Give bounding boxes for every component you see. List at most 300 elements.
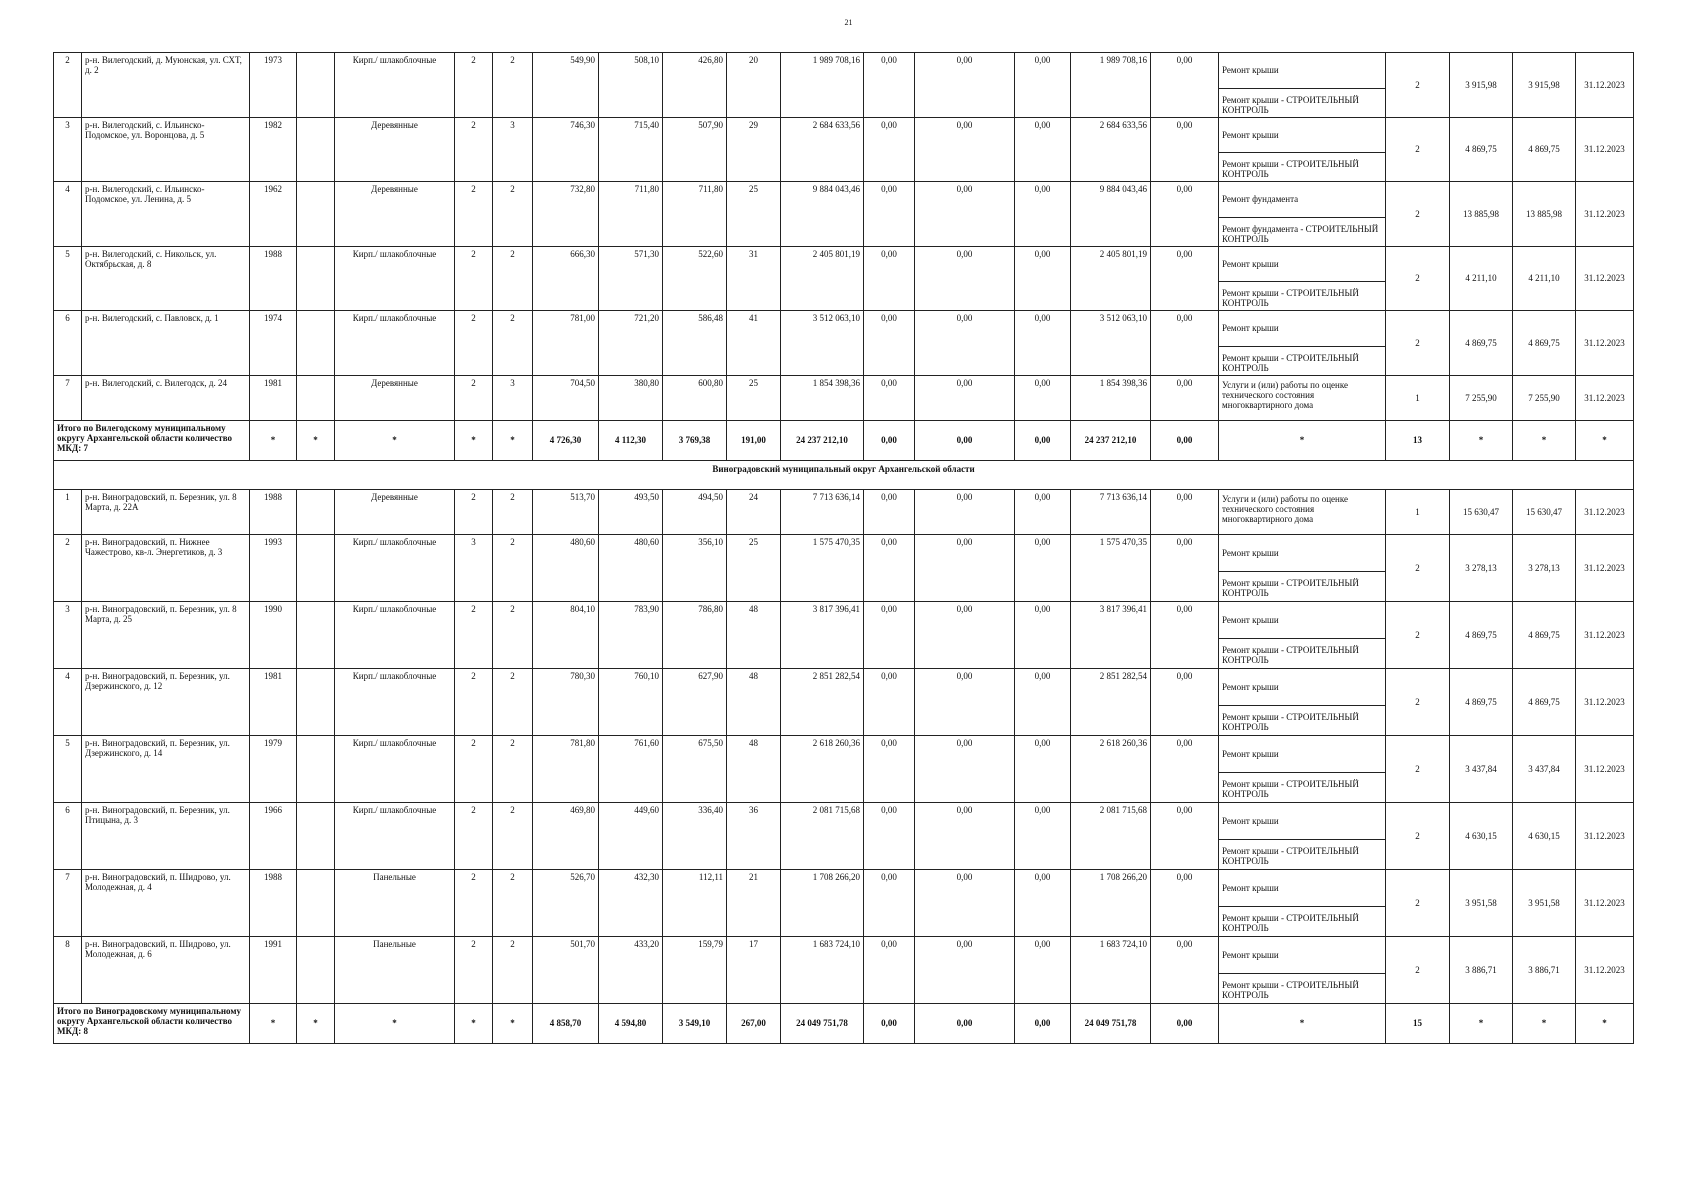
address-cell: р-н. Виноградовский, п. Березник, ул. Дзержинского, д. 14 — [82, 735, 250, 802]
total-area-cell: 549,90 — [533, 53, 599, 118]
work-type-item: Ремонт крыши - СТРОИТЕЛЬНЫЙ КОНТРОЛЬ — [1222, 578, 1359, 598]
work-count-cell: 2 — [1386, 601, 1450, 668]
table-row — [54, 489, 1634, 534]
address-cell: р-н. Вилегодский, д. Муюнская, ул. СХТ, д. 2 — [82, 53, 250, 118]
local-budget-cell: 0,00 — [1015, 53, 1071, 118]
owners-funds-cell: 1 575 470,35 — [1071, 534, 1151, 601]
owners-funds-cell: 2 684 633,56 — [1071, 117, 1151, 182]
floors-cell: 2 — [455, 802, 493, 869]
residents-cell: 17 — [727, 936, 781, 1003]
completion-date-cell: 31.12.2023 — [1576, 489, 1634, 534]
total-area-cell: 732,80 — [533, 182, 599, 247]
local-budget-cell: 0,00 — [1015, 311, 1071, 376]
regional-budget-cell: 0,00 — [915, 869, 1015, 936]
total-regional-budget-cell: 0,00 — [915, 420, 1015, 460]
entrances-cell: 2 — [493, 601, 533, 668]
local-budget-cell: 0,00 — [1015, 534, 1071, 601]
table-row — [54, 311, 1634, 376]
fund-cell: 0,00 — [864, 489, 915, 534]
completion-date-cell: 31.12.2023 — [1576, 375, 1634, 420]
address-cell: р-н. Виноградовский, п. Березник, ул. 8 Марта, д. 25 — [82, 601, 250, 668]
wall-material-cell: Кирп./ шлакоблочные — [335, 668, 455, 735]
year-commissioning-cell — [297, 735, 335, 802]
work-types-cell — [1219, 735, 1386, 802]
row-number: 5 — [54, 735, 82, 802]
total-regional-budget-cell: 0,00 — [915, 1003, 1015, 1043]
total-total-cost-cell: 24 237 212,10 — [781, 420, 864, 460]
fund-cell: 0,00 — [864, 375, 915, 420]
work-types-cell — [1219, 311, 1386, 376]
floors-cell: 2 — [455, 936, 493, 1003]
wall-material-cell: Кирп./ шлакоблочные — [335, 534, 455, 601]
fund-cell: 0,00 — [864, 802, 915, 869]
work-count-cell: 2 — [1386, 53, 1450, 118]
residents-cell: 31 — [727, 246, 781, 311]
table-row — [54, 182, 1634, 247]
total-local-budget-cell: 0,00 — [1015, 1003, 1071, 1043]
year-built-cell: 1988 — [250, 489, 297, 534]
wall-material-cell: Кирп./ шлакоблочные — [335, 246, 455, 311]
max-cost-cell: 4 869,75 — [1513, 668, 1576, 735]
total-wall-material-cell: * — [335, 1003, 455, 1043]
year-commissioning-cell — [297, 936, 335, 1003]
other-funds-cell: 0,00 — [1151, 869, 1219, 936]
total-work-count-cell: 13 — [1386, 420, 1450, 460]
total-area-cell: 780,30 — [533, 668, 599, 735]
address-cell: р-н. Виноградовский, п. Шидрово, ул. Молодежная, д. 4 — [82, 869, 250, 936]
work-type-item: Ремонт фундамента - СТРОИТЕЛЬНЫЙ КОНТРОЛЬ — [1222, 223, 1379, 244]
address-cell: р-н. Виноградовский, п. Шидрово, ул. Молодежная, д. 6 — [82, 936, 250, 1003]
work-type-item: Ремонт крыши — [1219, 937, 1385, 975]
table-row — [54, 936, 1634, 1003]
total-max-cost-cell: * — [1513, 420, 1576, 460]
total-cost-cell: 1 854 398,36 — [781, 375, 864, 420]
other-funds-cell: 0,00 — [1151, 375, 1219, 420]
work-count-cell: 2 — [1386, 735, 1450, 802]
owners-funds-cell: 7 713 636,14 — [1071, 489, 1151, 534]
total-total-area-cell: 4 858,70 — [533, 1003, 599, 1043]
entrances-cell: 2 — [493, 53, 533, 118]
completion-date-cell: 31.12.2023 — [1576, 53, 1634, 118]
total-owners-funds-cell: 24 049 751,78 — [1071, 1003, 1151, 1043]
work-types-cell — [1219, 53, 1386, 118]
table-body — [54, 53, 1634, 1044]
owners-funds-cell: 2 081 715,68 — [1071, 802, 1151, 869]
regional-budget-cell: 0,00 — [915, 802, 1015, 869]
total-area-cell: 666,30 — [533, 246, 599, 311]
total-area-cell: 501,70 — [533, 936, 599, 1003]
other-funds-cell: 0,00 — [1151, 735, 1219, 802]
work-count-cell: 2 — [1386, 246, 1450, 311]
total-total-cost-cell: 24 049 751,78 — [781, 1003, 864, 1043]
floors-cell: 2 — [455, 375, 493, 420]
table-row — [54, 246, 1634, 311]
floors-cell: 2 — [455, 53, 493, 118]
private-area-cell: 494,50 — [663, 489, 727, 534]
work-types-cell — [1219, 601, 1386, 668]
unit-cost-cell: 3 915,98 — [1450, 53, 1513, 118]
work-types-cell — [1219, 182, 1386, 247]
completion-date-cell: 31.12.2023 — [1576, 936, 1634, 1003]
total-label: Итого по Вилегодскому муниципальному округу Архангельской области количество МКД: 7 — [54, 420, 250, 460]
total-cost-cell: 3 817 396,41 — [781, 601, 864, 668]
fund-cell: 0,00 — [864, 246, 915, 311]
regional-budget-cell: 0,00 — [915, 375, 1015, 420]
year-commissioning-cell — [297, 489, 335, 534]
section-header-row — [54, 460, 1634, 489]
year-commissioning-cell — [297, 375, 335, 420]
year-built-cell: 1981 — [250, 375, 297, 420]
fund-cell: 0,00 — [864, 53, 915, 118]
residential-area-cell: 761,60 — [599, 735, 663, 802]
entrances-cell: 2 — [493, 802, 533, 869]
fund-cell: 0,00 — [864, 668, 915, 735]
total-area-cell: 746,30 — [533, 117, 599, 182]
work-count-cell: 1 — [1386, 375, 1450, 420]
work-type-item: Услуги и (или) работы по оценке технического состояния многоквартирного дома — [1222, 379, 1348, 410]
row-number: 7 — [54, 375, 82, 420]
floors-cell: 2 — [455, 735, 493, 802]
work-type-item: Услуги и (или) работы по оценке технического состояния многоквартирного дома — [1222, 493, 1348, 524]
work-types-cell — [1219, 534, 1386, 601]
work-types-cell — [1219, 489, 1386, 534]
fund-cell: 0,00 — [864, 311, 915, 376]
other-funds-cell: 0,00 — [1151, 601, 1219, 668]
other-funds-cell: 0,00 — [1151, 489, 1219, 534]
work-type-item: Ремонт крыши - СТРОИТЕЛЬНЫЙ КОНТРОЛЬ — [1222, 94, 1359, 115]
other-funds-cell: 0,00 — [1151, 802, 1219, 869]
total-cost-cell: 2 405 801,19 — [781, 246, 864, 311]
year-commissioning-cell — [297, 117, 335, 182]
floors-cell: 2 — [455, 668, 493, 735]
year-commissioning-cell — [297, 311, 335, 376]
work-type-item: Ремонт крыши — [1219, 311, 1385, 347]
work-type-item: Ремонт крыши — [1219, 669, 1385, 707]
entrances-cell: 2 — [493, 869, 533, 936]
address-cell: р-н. Вилегодский, с. Вилегодск, д. 24 — [82, 375, 250, 420]
year-commissioning-cell — [297, 534, 335, 601]
completion-date-cell: 31.12.2023 — [1576, 311, 1634, 376]
private-area-cell: 507,90 — [663, 117, 727, 182]
work-type-item: Ремонт крыши - СТРОИТЕЛЬНЫЙ КОНТРОЛЬ — [1222, 645, 1359, 665]
table-row — [54, 735, 1634, 802]
unit-cost-cell: 13 885,98 — [1450, 182, 1513, 247]
work-types-cell — [1219, 375, 1386, 420]
total-local-budget-cell: 0,00 — [1015, 420, 1071, 460]
year-built-cell: 1988 — [250, 246, 297, 311]
max-cost-cell: 3 915,98 — [1513, 53, 1576, 118]
floors-cell: 2 — [455, 311, 493, 376]
work-type-item: Ремонт крыши — [1219, 803, 1385, 841]
local-budget-cell: 0,00 — [1015, 869, 1071, 936]
max-cost-cell: 15 630,47 — [1513, 489, 1576, 534]
wall-material-cell: Панельные — [335, 936, 455, 1003]
floors-cell: 2 — [455, 246, 493, 311]
total-year-built-cell: * — [250, 420, 297, 460]
total-area-cell: 704,50 — [533, 375, 599, 420]
address-cell: р-н. Вилегодский, с. Ильинско-Подомское, ул. Воронцова, д. 5 — [82, 117, 250, 182]
unit-cost-cell: 3 437,84 — [1450, 735, 1513, 802]
regional-budget-cell: 0,00 — [915, 489, 1015, 534]
local-budget-cell: 0,00 — [1015, 489, 1071, 534]
private-area-cell: 586,48 — [663, 311, 727, 376]
work-count-cell: 2 — [1386, 668, 1450, 735]
residents-cell: 29 — [727, 117, 781, 182]
work-count-cell: 2 — [1386, 117, 1450, 182]
other-funds-cell: 0,00 — [1151, 311, 1219, 376]
owners-funds-cell: 1 989 708,16 — [1071, 53, 1151, 118]
total-wall-material-cell: * — [335, 420, 455, 460]
other-funds-cell: 0,00 — [1151, 534, 1219, 601]
year-built-cell: 1993 — [250, 534, 297, 601]
residential-area-cell: 783,90 — [599, 601, 663, 668]
year-commissioning-cell — [297, 182, 335, 247]
local-budget-cell: 0,00 — [1015, 802, 1071, 869]
residential-area-cell: 508,10 — [599, 53, 663, 118]
year-commissioning-cell — [297, 246, 335, 311]
total-completion-date-cell: * — [1576, 420, 1634, 460]
work-count-cell: 1 — [1386, 489, 1450, 534]
completion-date-cell: 31.12.2023 — [1576, 117, 1634, 182]
floors-cell: 2 — [455, 601, 493, 668]
table-row — [54, 375, 1634, 420]
work-count-cell: 2 — [1386, 936, 1450, 1003]
private-area-cell: 711,80 — [663, 182, 727, 247]
total-year-commissioning-cell: * — [297, 420, 335, 460]
table-row — [54, 802, 1634, 869]
total-year-commissioning-cell: * — [297, 1003, 335, 1043]
total-total-area-cell: 4 726,30 — [533, 420, 599, 460]
fund-cell: 0,00 — [864, 735, 915, 802]
max-cost-cell: 4 211,10 — [1513, 246, 1576, 311]
wall-material-cell: Кирп./ шлакоблочные — [335, 311, 455, 376]
group-total-row — [54, 1003, 1634, 1043]
total-unit-cost-cell: * — [1450, 1003, 1513, 1043]
row-number: 5 — [54, 246, 82, 311]
total-residential-area-cell: 4 594,80 — [599, 1003, 663, 1043]
local-budget-cell: 0,00 — [1015, 117, 1071, 182]
total-cost-cell: 1 708 266,20 — [781, 869, 864, 936]
max-cost-cell: 3 951,58 — [1513, 869, 1576, 936]
other-funds-cell: 0,00 — [1151, 53, 1219, 118]
max-cost-cell: 3 886,71 — [1513, 936, 1576, 1003]
regional-budget-cell: 0,00 — [915, 311, 1015, 376]
residential-area-cell: 432,30 — [599, 869, 663, 936]
entrances-cell: 3 — [493, 375, 533, 420]
entrances-cell: 2 — [493, 936, 533, 1003]
owners-funds-cell: 1 854 398,36 — [1071, 375, 1151, 420]
total-floors-cell: * — [455, 420, 493, 460]
work-type-item: Ремонт фундамента — [1219, 182, 1385, 218]
row-number: 2 — [54, 53, 82, 118]
fund-cell: 0,00 — [864, 869, 915, 936]
total-area-cell: 469,80 — [533, 802, 599, 869]
total-cost-cell: 1 575 470,35 — [781, 534, 864, 601]
private-area-cell: 522,60 — [663, 246, 727, 311]
work-types-cell — [1219, 936, 1386, 1003]
completion-date-cell: 31.12.2023 — [1576, 246, 1634, 311]
local-budget-cell: 0,00 — [1015, 936, 1071, 1003]
floors-cell: 3 — [455, 534, 493, 601]
max-cost-cell: 3 278,13 — [1513, 534, 1576, 601]
local-budget-cell: 0,00 — [1015, 246, 1071, 311]
wall-material-cell: Кирп./ шлакоблочные — [335, 735, 455, 802]
regional-budget-cell: 0,00 — [915, 182, 1015, 247]
residents-cell: 21 — [727, 869, 781, 936]
unit-cost-cell: 4 869,75 — [1450, 601, 1513, 668]
residents-cell: 41 — [727, 311, 781, 376]
address-cell: р-н. Вилегодский, с. Ильинско-Подомское, ул. Ленина, д. 5 — [82, 182, 250, 247]
total-unit-cost-cell: * — [1450, 420, 1513, 460]
wall-material-cell: Деревянные — [335, 375, 455, 420]
completion-date-cell: 31.12.2023 — [1576, 534, 1634, 601]
local-budget-cell: 0,00 — [1015, 375, 1071, 420]
table-row — [54, 601, 1634, 668]
year-commissioning-cell — [297, 802, 335, 869]
private-area-cell: 600,80 — [663, 375, 727, 420]
max-cost-cell: 7 255,90 — [1513, 375, 1576, 420]
work-count-cell: 2 — [1386, 869, 1450, 936]
total-residential-area-cell: 4 112,30 — [599, 420, 663, 460]
residents-cell: 25 — [727, 375, 781, 420]
year-commissioning-cell — [297, 869, 335, 936]
total-max-cost-cell: * — [1513, 1003, 1576, 1043]
regional-budget-cell: 0,00 — [915, 534, 1015, 601]
fund-cell: 0,00 — [864, 534, 915, 601]
page-number: 21 — [844, 18, 853, 27]
work-count-cell: 2 — [1386, 802, 1450, 869]
private-area-cell: 426,80 — [663, 53, 727, 118]
private-area-cell: 356,10 — [663, 534, 727, 601]
work-count-cell: 2 — [1386, 534, 1450, 601]
address-cell: р-н. Виноградовский, п. Нижнее Чажестрово, кв-л. Энергетиков, д. 3 — [82, 534, 250, 601]
floors-cell: 2 — [455, 182, 493, 247]
address-cell: р-н. Виноградовский, п. Березник, ул. 8 Марта, д. 22А — [82, 489, 250, 534]
total-label: Итого по Виноградовскому муниципальному округу Архангельской области количество МКД: 8 — [54, 1003, 250, 1043]
completion-date-cell: 31.12.2023 — [1576, 869, 1634, 936]
residents-cell: 48 — [727, 668, 781, 735]
wall-material-cell: Кирп./ шлакоблочные — [335, 802, 455, 869]
address-cell: р-н. Виноградовский, п. Березник, ул. Птицына, д. 3 — [82, 802, 250, 869]
row-number: 6 — [54, 802, 82, 869]
table-row — [54, 869, 1634, 936]
fund-cell: 0,00 — [864, 182, 915, 247]
total-work-count-cell: 15 — [1386, 1003, 1450, 1043]
work-types-cell — [1219, 802, 1386, 869]
total-area-cell: 781,80 — [533, 735, 599, 802]
other-funds-cell: 0,00 — [1151, 117, 1219, 182]
row-number: 3 — [54, 601, 82, 668]
total-cost-cell: 3 512 063,10 — [781, 311, 864, 376]
entrances-cell: 2 — [493, 182, 533, 247]
max-cost-cell: 13 885,98 — [1513, 182, 1576, 247]
total-other-funds-cell: 0,00 — [1151, 420, 1219, 460]
residential-area-cell: 380,80 — [599, 375, 663, 420]
local-budget-cell: 0,00 — [1015, 182, 1071, 247]
work-type-item: Ремонт крыши - СТРОИТЕЛЬНЫЙ КОНТРОЛЬ — [1222, 913, 1359, 933]
year-built-cell: 1974 — [250, 311, 297, 376]
year-built-cell: 1991 — [250, 936, 297, 1003]
regional-budget-cell: 0,00 — [915, 117, 1015, 182]
year-commissioning-cell — [297, 601, 335, 668]
owners-funds-cell: 3 512 063,10 — [1071, 311, 1151, 376]
work-type-item: Ремонт крыши - СТРОИТЕЛЬНЫЙ КОНТРОЛЬ — [1222, 779, 1359, 799]
total-area-cell: 513,70 — [533, 489, 599, 534]
wall-material-cell: Кирп./ шлакоблочные — [335, 601, 455, 668]
work-type-item: Ремонт крыши - СТРОИТЕЛЬНЫЙ КОНТРОЛЬ — [1222, 159, 1359, 179]
unit-cost-cell: 7 255,90 — [1450, 375, 1513, 420]
address-cell: р-н. Вилегодский, с. Павловск, д. 1 — [82, 311, 250, 376]
total-area-cell: 781,00 — [533, 311, 599, 376]
work-type-item: Ремонт крыши — [1219, 118, 1385, 154]
work-type-item: Ремонт крыши — [1219, 247, 1385, 283]
program-table — [53, 52, 1634, 1044]
year-built-cell: 1962 — [250, 182, 297, 247]
other-funds-cell: 0,00 — [1151, 668, 1219, 735]
work-types-cell — [1219, 668, 1386, 735]
total-cost-cell: 2 618 260,36 — [781, 735, 864, 802]
completion-date-cell: 31.12.2023 — [1576, 735, 1634, 802]
owners-funds-cell: 2 405 801,19 — [1071, 246, 1151, 311]
entrances-cell: 2 — [493, 489, 533, 534]
residents-cell: 25 — [727, 534, 781, 601]
total-cost-cell: 2 851 282,54 — [781, 668, 864, 735]
entrances-cell: 2 — [493, 246, 533, 311]
row-number: 2 — [54, 534, 82, 601]
work-type-item: Ремонт крыши - СТРОИТЕЛЬНЫЙ КОНТРОЛЬ — [1222, 288, 1359, 308]
address-cell: р-н. Виноградовский, п. Березник, ул. Дзержинского, д. 12 — [82, 668, 250, 735]
total-residents-cell: 191,00 — [727, 420, 781, 460]
private-area-cell: 627,90 — [663, 668, 727, 735]
unit-cost-cell: 3 951,58 — [1450, 869, 1513, 936]
work-type-item: Ремонт крыши — [1219, 53, 1385, 89]
work-type-item: Ремонт крыши — [1219, 535, 1385, 573]
private-area-cell: 786,80 — [663, 601, 727, 668]
row-number: 7 — [54, 869, 82, 936]
table-row — [54, 53, 1634, 118]
max-cost-cell: 4 869,75 — [1513, 117, 1576, 182]
work-types-cell — [1219, 869, 1386, 936]
wall-material-cell: Деревянные — [335, 182, 455, 247]
total-year-built-cell: * — [250, 1003, 297, 1043]
work-types-cell — [1219, 117, 1386, 182]
total-work-types-cell: * — [1219, 420, 1386, 460]
other-funds-cell: 0,00 — [1151, 246, 1219, 311]
unit-cost-cell: 15 630,47 — [1450, 489, 1513, 534]
residential-area-cell: 715,40 — [599, 117, 663, 182]
private-area-cell: 336,40 — [663, 802, 727, 869]
floors-cell: 2 — [455, 869, 493, 936]
total-cost-cell: 2 081 715,68 — [781, 802, 864, 869]
local-budget-cell: 0,00 — [1015, 735, 1071, 802]
residential-area-cell: 711,80 — [599, 182, 663, 247]
work-count-cell: 2 — [1386, 182, 1450, 247]
residents-cell: 25 — [727, 182, 781, 247]
owners-funds-cell: 1 683 724,10 — [1071, 936, 1151, 1003]
entrances-cell: 2 — [493, 311, 533, 376]
regional-budget-cell: 0,00 — [915, 936, 1015, 1003]
total-cost-cell: 1 989 708,16 — [781, 53, 864, 118]
year-built-cell: 1966 — [250, 802, 297, 869]
year-built-cell: 1988 — [250, 869, 297, 936]
year-built-cell: 1982 — [250, 117, 297, 182]
total-residents-cell: 267,00 — [727, 1003, 781, 1043]
work-type-item: Ремонт крыши — [1219, 870, 1385, 908]
owners-funds-cell: 1 708 266,20 — [1071, 869, 1151, 936]
work-types-cell — [1219, 246, 1386, 311]
local-budget-cell: 0,00 — [1015, 668, 1071, 735]
total-entrances-cell: * — [493, 420, 533, 460]
